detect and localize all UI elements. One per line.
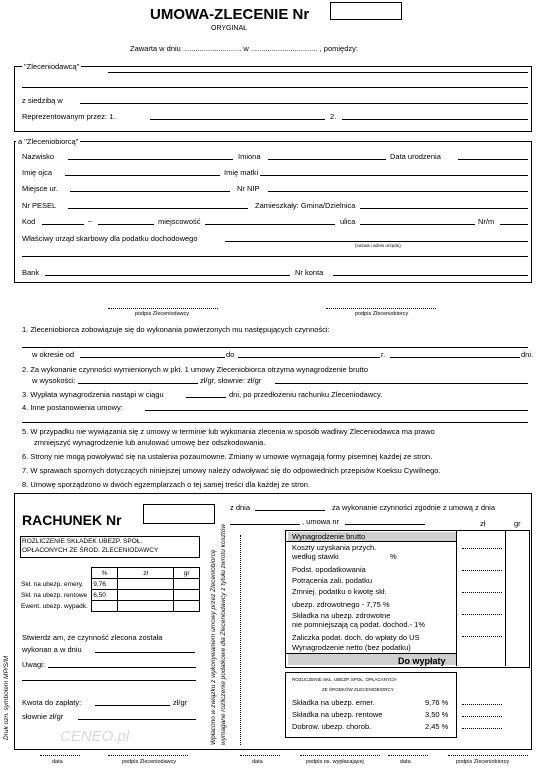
settle-row-2-pct: 3,50 % (425, 710, 449, 719)
watermark: CENEO.pl (60, 728, 130, 745)
clause-2a: 2. Za wykonanie czynności wymienionych w pkt. 1 umowy Zleceniobiorca otrzyma wynagrodzenie brutto (22, 365, 368, 374)
contrib-row-label: Skł. na ubezp. emery. (21, 580, 84, 588)
contrib-table (20, 567, 200, 612)
employer-rep1-line[interactable] (150, 119, 325, 120)
employer-signature-label: podpis Zleceniodawcy (135, 311, 190, 317)
surname-label: Nazwisko (22, 152, 55, 161)
nip-label: Nr NIP (237, 184, 260, 193)
tax-office-label: Właściwy urząd skarbowy dla podatku dochodowego (22, 234, 198, 243)
contrib-title-box (20, 536, 200, 558)
remarks-line-2[interactable] (22, 680, 196, 681)
clause-3-days-line[interactable] (186, 397, 226, 398)
bank-line[interactable] (45, 275, 290, 276)
right-col-zl-8[interactable] (462, 728, 502, 729)
contrib-col-gr: gr (174, 568, 200, 579)
calc-divider-1 (286, 541, 456, 542)
clause-2-amount-line[interactable] (78, 383, 198, 384)
contrib-row-gr[interactable] (174, 601, 200, 612)
date2-line[interactable] (240, 755, 280, 756)
calc-row-7: ubezp. zdrowotnego - 7,75 % (292, 600, 390, 609)
right-col-zl-2[interactable] (462, 570, 502, 571)
employer-bottom-sig-label: podpis Zleceniodawcy (122, 759, 177, 765)
birth-place-label: Miejsce ur. (22, 184, 58, 193)
city-label: miejscowość (158, 217, 201, 226)
clause-1-from-line[interactable] (80, 357, 225, 358)
surname-line[interactable] (68, 159, 233, 160)
contrib-row-pct (92, 601, 118, 612)
contrib-row-zl[interactable] (117, 590, 174, 601)
clause-6: 6. Strony nie mogą powoływać się na ustalenia pozaumowne. Zmiany w umowie wymagają formy pisemnej każdej ze stron. (22, 452, 433, 461)
street-label: ulica (340, 217, 356, 226)
words-label: słownie zł/gr (22, 712, 64, 721)
calc-row-10: Zaliczka podat. doch. do wpłaty do US (292, 633, 420, 642)
employer-represented-label: Reprezentowanym przez: 1. (22, 112, 116, 121)
contractor-signature-line[interactable] (326, 308, 436, 309)
employer-bottom-sig-line[interactable] (108, 755, 188, 756)
confirm-line-2: wykonan a w dniu (22, 645, 82, 654)
house-label: Nr/m (478, 217, 495, 226)
tax-office-line[interactable] (225, 241, 528, 242)
clause-4-line-1[interactable] (145, 410, 528, 411)
clause-1-period-to: do (226, 350, 235, 359)
words-line[interactable] (78, 719, 196, 720)
clause-4: 4. Inne postanowienia umowy: (22, 403, 123, 412)
employer-seat-label: z siedzibą w (22, 96, 63, 105)
invoice-contract-line[interactable] (345, 524, 425, 525)
settle-row-1-pct: 9,76 % (425, 698, 449, 707)
clause-1-days: dni. (521, 350, 534, 359)
calc-row-2: Koszty uzyskania przych. (292, 543, 377, 552)
birth-date-label: Data urodzenia (390, 152, 441, 161)
nip-line[interactable] (268, 191, 528, 192)
employer-heading: "Zleceniodawcą" (24, 62, 80, 71)
calc-row-3-pct: % (390, 552, 397, 561)
contrib-row-label: Skł. na ubezp. rentowe (21, 591, 88, 599)
confirm-date-line[interactable] (95, 652, 195, 653)
table-row (20, 579, 200, 590)
right-col-zl-3[interactable] (462, 592, 502, 593)
calc-row-1: Wynagrodzenie brutto (292, 532, 366, 541)
contrib-col-zl: zł (117, 568, 174, 579)
employer-rep2-line[interactable] (342, 119, 528, 120)
mother-label: Imię matki (224, 168, 259, 177)
clause-7: 7. W sprawach spornych dotyczących niniejszej umowy należy odwoływać się do odpowiednich przepisów Koeksu Cywilnego. (22, 466, 441, 475)
remarks-line-1[interactable] (48, 667, 196, 668)
right-col-zl-7[interactable] (462, 716, 502, 717)
names-label: Imiona (238, 152, 261, 161)
settle-row-3: Dobrow. ubezp. chorob. (292, 722, 372, 731)
invoice-col-gr: gr (514, 519, 521, 528)
side-print-code: Druk ozn. symbolem MP/S/M (3, 655, 10, 740)
invoice-col-zl: zł (480, 519, 486, 528)
account-label: Nr konta (295, 268, 324, 277)
right-col-zl-1[interactable] (462, 548, 502, 549)
clause-1-to-line[interactable] (238, 357, 380, 358)
postcode-line-1[interactable] (42, 224, 84, 225)
document-title: UMOWA-ZLECENIE Nr (150, 6, 310, 23)
contrib-row-zl[interactable] (117, 579, 174, 590)
employer-rep2-label: 2. (330, 112, 337, 121)
calc-row-5: Potrącenia zali. podatku (292, 576, 373, 585)
contrib-row-zl[interactable] (117, 601, 174, 612)
employer-section (14, 66, 532, 132)
contrib-title-2: OPŁACONYCH ZE ŚROD. ZLECENIODAWCY (22, 547, 159, 554)
contrib-row-gr[interactable] (174, 590, 200, 601)
contractor-heading: a "Zleceniobiorcą" (18, 137, 79, 146)
date3-line[interactable] (388, 755, 428, 756)
clause-3a: 3. Wypłata wynagrodzenia nastąpi w ciągu (22, 390, 164, 399)
calc-row-4: Podst. opodatkowania (292, 565, 366, 574)
contrib-row-gr[interactable] (174, 579, 200, 590)
city-line[interactable] (205, 224, 335, 225)
accountant-sig-label: podpis os. wypłacającej (306, 759, 364, 765)
settle-row-1: Składka na ubezp. emer. (292, 698, 375, 707)
clause-3b: dni, po przedłożeniu rachunku Zleceniodawcy. (229, 390, 383, 399)
amount-label: Kwota do zapłaty: (22, 698, 82, 707)
contrib-title-1: ROZLICZENIE SKŁADEK UBEZP. SPOŁ. (22, 538, 143, 545)
date1-label: data (52, 759, 63, 765)
contractor-section (14, 141, 532, 283)
invoice-contract-nr: , umowa nr (302, 517, 340, 526)
settle-row-3-pct: 2,45 % (425, 722, 449, 731)
confirm-line-1: Stwierdz am, że czynność zlecona została (22, 633, 163, 642)
account-line[interactable] (333, 275, 528, 276)
clause-5b: zmniejszyć wynagrodzenie lub anulować umowę bez odszkodowania. (34, 438, 266, 447)
right-col-zl-4[interactable] (462, 614, 502, 615)
date1-line[interactable] (40, 755, 80, 756)
clause-1: 1. Zleceniobiorca zobowiązuje się do wykonania powierzonych mu następujących czynności: (22, 325, 330, 334)
contract-number-field[interactable] (330, 2, 402, 20)
postcode-dash: – (88, 216, 93, 225)
postcode-line-2[interactable] (98, 224, 154, 225)
invoice-number-field[interactable] (143, 504, 215, 524)
vertical-divider (240, 535, 241, 745)
calc-col-divider-1 (456, 530, 457, 666)
right-col-zl-5[interactable] (462, 636, 502, 637)
pesel-label: Nr PESEL (22, 201, 57, 210)
invoice-for-work-line[interactable] (230, 524, 300, 525)
contrib-col-pct: % (92, 568, 118, 579)
employer-name-line[interactable] (108, 72, 528, 73)
calc-row-6: Zmniej. podatku o kwotę skł. (292, 587, 387, 596)
calc-row-9: nie pomniejszają cą podat. dochod.- 1% (292, 620, 426, 629)
clause-1-period-from: w okresie od (32, 350, 75, 359)
employer-seat-line[interactable] (80, 103, 528, 104)
calc-row-3: według stawki (292, 552, 339, 561)
clause-4-line-2[interactable] (22, 422, 528, 423)
document-subtitle: ORYGINAŁ (211, 25, 248, 32)
invoice-date-line[interactable] (255, 510, 325, 511)
clause-1-line[interactable] (22, 347, 528, 348)
invoice-date-label: z dnia (230, 503, 251, 512)
employer-signature-line[interactable] (108, 308, 218, 309)
settle-title-1: ROZLICZENIE SKŁ. UBEZP. SPOŁ. OPŁACANYCH (292, 677, 397, 682)
settle-row-2: Składka na ubezp. rentowe (292, 710, 383, 719)
employer-name-line-2[interactable] (22, 87, 528, 88)
clause-2b: w wysokości: (32, 376, 76, 385)
clause-1-days-line[interactable] (390, 357, 520, 358)
invoice-for-work: za wykonanie czynności zgodnie z umową z dnia (332, 503, 496, 512)
contractor-bottom-sig-line[interactable] (448, 755, 528, 756)
calc-row-11: Wynagrodzenie netto (bez podatku) (292, 643, 411, 652)
father-label: Imię ojca (22, 168, 53, 177)
residence-line[interactable] (360, 208, 528, 209)
vertical-note-1: Wpłacono w związku z wykonywaniem umowy przez Zleceniobiorcę (210, 549, 217, 745)
house-line[interactable] (500, 224, 528, 225)
invoice-title: RACHUNEK Nr (22, 512, 122, 528)
birth-date-line[interactable] (458, 159, 528, 160)
concluded-line: Zawarta w dniu ............................ w ................................ , pomiędzy: (130, 44, 358, 53)
amount-line[interactable] (95, 705, 170, 706)
father-line[interactable] (65, 175, 220, 176)
contractor-signature-label: podpis Zleceniobiorcy (355, 311, 409, 317)
calc-col-divider-2 (505, 530, 506, 666)
names-line[interactable] (268, 159, 386, 160)
contrib-row-pct: 6,50 (92, 590, 118, 601)
table-row (20, 590, 200, 601)
clause-1-year: r. (381, 350, 386, 359)
vertical-note-2: wymagane rozliczenie podatkowe dla Zleceniodawcy z tytułu zwrotu kosztów (220, 523, 227, 745)
remarks-label: Uwagi: (22, 660, 45, 669)
pesel-line[interactable] (68, 208, 248, 209)
payout-label: Do wypłaty (398, 656, 446, 666)
settle-title-2: ZE ŚRODKÓW ZLECENIOBIORCY (322, 687, 394, 692)
calc-row-8: Składka na ubezp. zdrowotne (292, 611, 391, 620)
table-row (20, 601, 200, 612)
bank-label: Bank (22, 268, 40, 277)
contractor-bottom-sig-label: podpis Zleceniobiorcy (456, 759, 510, 765)
tax-office-note: (nazwa i adres urzędu) (355, 243, 401, 248)
right-col-zl-6[interactable] (462, 704, 502, 705)
amount-unit: zł/gr (173, 698, 188, 707)
postcode-label: Kod (22, 217, 36, 226)
street-line[interactable] (360, 224, 475, 225)
contrib-row-label: Ewent. ubezp. wypadk. (21, 602, 88, 610)
mother-line[interactable] (260, 175, 528, 176)
date3-label: data (400, 759, 411, 765)
clause-2-words-line[interactable] (275, 383, 528, 384)
contrib-row-pct: 9,76 (92, 579, 118, 590)
clause-5a: 5. W przypadku nie wywiązania się z umowy w terminie lub wykonania zlecenia w sposób wadliwy Zleceniodawca ma prawo (22, 427, 435, 436)
residence-label: Zamieszkały: Gmina/Dzielnica (255, 201, 356, 210)
date2-label: data (252, 759, 263, 765)
clause-2c: zł/gr, słownie: zł/gr (200, 376, 262, 385)
accountant-sig-line[interactable] (300, 755, 380, 756)
birth-place-line[interactable] (70, 191, 230, 192)
clause-8: 8. Umowę sporządzono w dwóch egzemplarzach o tej samej treści dla każdej ze stron. (22, 480, 311, 489)
tax-office-line-2[interactable] (22, 256, 528, 257)
